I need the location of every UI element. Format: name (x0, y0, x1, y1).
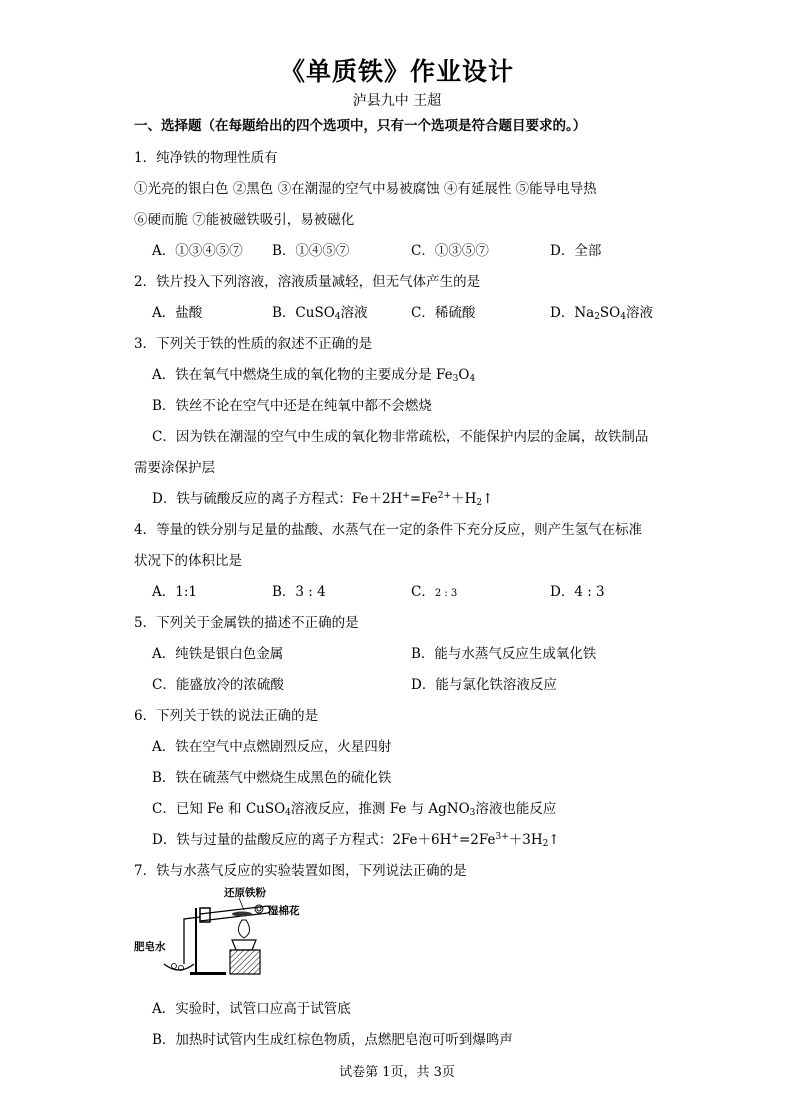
label-wet-cotton: 湿棉花 (268, 905, 300, 917)
q1-option-c: C．①③⑤⑦ (411, 243, 489, 259)
page-footer: 试卷第 1页，共 3页 (339, 1065, 455, 1080)
q7-option-b: B．加热时试管内生成红棕色物质，点燃肥皂泡可听到爆鸣声 (152, 1032, 513, 1048)
iron-powder (232, 912, 252, 917)
q5-option-c: C．能盛放冷的浓硫酸 (152, 677, 284, 693)
page-title: 《单质铁》作业设计 (279, 57, 514, 86)
question-7-stem: 7．铁与水蒸气反应的实验装置如图，下列说法正确的是 (134, 863, 467, 879)
question-5-stem: 5．下列关于金属铁的描述不正确的是 (134, 615, 359, 631)
question-4-stem-line1: 4．等量的铁分别与足量的盐酸、水蒸气在一定的条件下充分反应，则产生氢气在标准 (134, 522, 643, 538)
hatched-block (230, 950, 260, 974)
question-2-stem: 2．铁片投入下列溶液，溶液质量减轻，但无气体产生的是 (134, 274, 481, 290)
q4-option-b: B．3 : 4 (272, 584, 326, 600)
q4-option-d: D．4 : 3 (550, 584, 605, 600)
lamp-cap (232, 940, 256, 950)
q1-option-b: B．①④⑤⑦ (272, 243, 350, 259)
q1-option-d: D．全部 (550, 243, 602, 259)
q3-option-c-line2: 需要涂保护层 (134, 460, 215, 476)
label-soap-water: 肥皂水 (134, 941, 166, 953)
flame (238, 920, 249, 938)
q2-option-b: B．CuSO$_4$溶液 (272, 305, 368, 322)
stand-base (190, 972, 226, 975)
question-3-stem: 3．下列关于铁的性质的叙述不正确的是 (134, 336, 373, 352)
q6-option-c: C．已知 Fe 和 CuSO$_4$溶液反应，推测 Fe 与 AgNO$_3$溶液也能反应 (152, 801, 557, 818)
q3-option-c-line1: C．因为铁在潮湿的空气中生成的氧化物非常疏松，不能保护内层的金属，故铁制品 (152, 429, 649, 445)
q5-option-b: B．能与水蒸气反应生成氧化铁 (411, 646, 597, 662)
q5-option-a: A．纯铁是银白色金属 (152, 646, 284, 662)
q2-option-d: D．$Na_2SO_4$溶液 (550, 305, 653, 322)
q1-option-a: A．①③④⑤⑦ (152, 243, 243, 259)
q4-option-a: A．1:1 (152, 584, 197, 600)
question-1-props-line1: ①光亮的银白色 ②黑色 ③在潮湿的空气中易被腐蚀 ④有延展性 ⑤能导电导热 (134, 181, 597, 197)
q4-option-c: C．2 : 3 (411, 584, 458, 600)
question-1-stem: 1．纯净铁的物理性质有 (134, 150, 278, 166)
question-4-stem-line2: 状况下的体积比是 (134, 553, 242, 569)
q6-option-a: A．铁在空气中点燃剧烈反应，火星四射 (152, 739, 392, 755)
q3-option-b: B．铁丝不论在空气中还是在纯氧中都不会燃烧 (152, 398, 432, 414)
q5-option-d: D．能与氯化铁溶液反应 (411, 677, 557, 693)
q6-option-b: B．铁在硫蒸气中燃烧生成黑色的硫化铁 (152, 770, 392, 786)
question-6-stem: 6．下列关于铁的说法正确的是 (134, 708, 319, 724)
author-line: 泸县九中 王超 (352, 93, 442, 109)
q2-option-c: C．稀硫酸 (411, 305, 476, 321)
wet-cotton (255, 905, 263, 913)
q7-option-a: A．实验时，试管口应高于试管底 (152, 1001, 351, 1017)
question-1-props-line2: ⑥硬而脆 ⑦能被磁铁吸引，易被磁化 (134, 212, 355, 228)
q2-option-a: A．盐酸 (152, 305, 203, 321)
delivery-tube (184, 917, 200, 964)
q3-option-a: A．铁在氧气中燃烧生成的氧化物的主要成分是 $Fe_3O_4$ (152, 367, 476, 384)
apparatus-diagram (134, 884, 304, 984)
label-iron-powder: 还原铁粉 (224, 887, 266, 899)
q6-option-d: D．铁与过量的盐酸反应的离子方程式：$2Fe+6H^+=2Fe^{3+}+3H_2↑$ (152, 832, 560, 849)
q3-option-d: D．铁与硫酸反应的离子方程式：$Fe+2H^+=Fe^{2+}+H_2↑$ (152, 491, 494, 508)
section-heading: 一、选择题（在每题给出的四个选项中，只有一个选项是符合题目要求的。） (134, 118, 587, 134)
